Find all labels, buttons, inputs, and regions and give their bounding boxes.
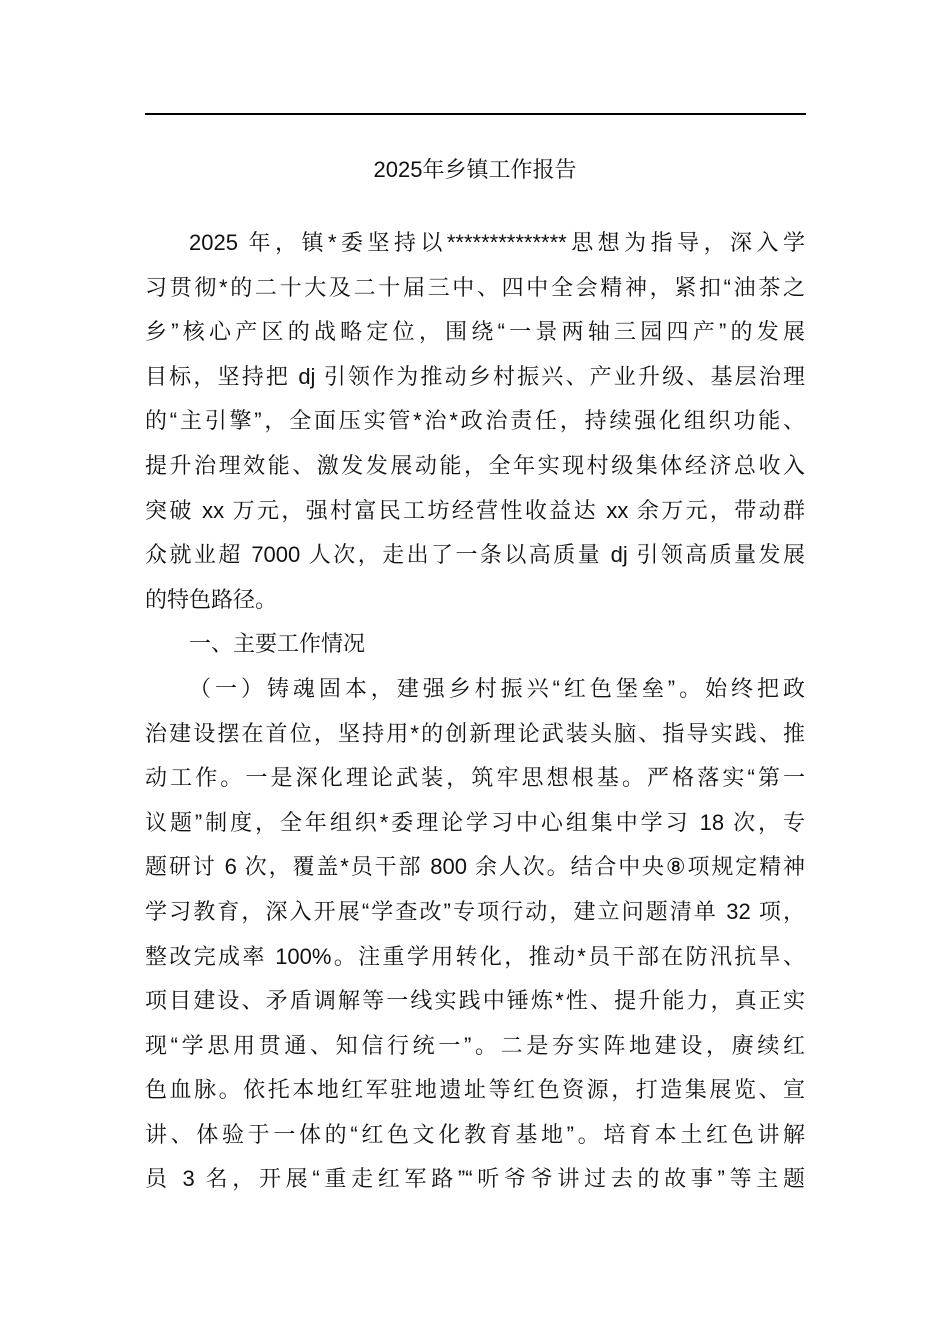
text-line: 动工作。一是深化理论武装，筑牢思想根基。严格落实“第一 <box>145 765 805 791</box>
paragraph <box>145 667 805 1202</box>
text-line: 整改完成率 100%。注重学用转化，推动*员干部在防汛抗旱、 <box>145 943 805 969</box>
text-line: （一）铸魂固本，建强乡村振兴“红色堡垒”。始终把政 <box>189 675 805 701</box>
text-line: 一、主要工作情况 <box>189 631 366 657</box>
text-line: 目标，坚持把 dj 引领作为推动乡村振兴、产业升级、基层治理 <box>145 363 805 389</box>
paragraph <box>145 622 805 667</box>
text-line: 乡”核心产区的战略定位，围绕“一景两轴三园四产”的发展 <box>145 319 805 345</box>
text-line: 色血脉。依托本地红军驻地遗址等红色资源，打造集展览、宣 <box>145 1077 805 1103</box>
text-line: 讲、体验于一体的“红色文化教育基地”。培育本土红色讲解 <box>145 1121 805 1147</box>
text-line: 的“主引擎”，全面压实管*治*政治责任，持续强化组织功能、 <box>145 408 805 434</box>
text-line: 习贯彻*的二十大及二十届三中、四中全会精神，紧扣“油茶之 <box>145 274 805 300</box>
text-line: 提升治理效能、激发发展动能，全年实现村级集体经济总收入 <box>145 452 805 478</box>
text-line: 议题”制度，全年组织*委理论学习中心组集中学习 18 次，专 <box>145 809 805 835</box>
text-line: 众就业超 7000 人次，走出了一条以高质量 dj 引领高质量发展 <box>145 542 805 568</box>
text-line: 学习教育，深入开展“学查改”专项行动，建立问题清单 32 项， <box>145 898 805 924</box>
document-body <box>145 221 805 1202</box>
text-line: 2025 年，镇*委坚持以**************思想为指导，深入学 <box>189 230 805 255</box>
text-line: 项目建设、矛盾调解等一线实践中锤炼*性、提升能力，真正实 <box>145 988 805 1014</box>
text-line: 现“学思用贯通、知信行统一”。二是夯实阵地建设，赓续红 <box>145 1032 805 1058</box>
header-rule <box>145 113 806 115</box>
text-line: 员 3 名，开展“重走红军路”“听爷爷讲过去的故事”等主题 <box>145 1166 805 1192</box>
text-line: 题研讨 6 次，覆盖*员干部 800 余人次。结合中央⑧项规定精神 <box>145 854 805 880</box>
text-line: 治建设摆在首位，坚持用*的创新理论武装头脑、指导实践、推 <box>145 720 805 746</box>
text-line: 突破 xx 万元，强村富民工坊经营性收益达 xx 余万元，带动群 <box>145 497 805 523</box>
paragraph <box>145 221 805 622</box>
text-line: 的特色路径。 <box>145 586 278 612</box>
document-title: 2025年乡镇工作报告 <box>373 157 577 182</box>
